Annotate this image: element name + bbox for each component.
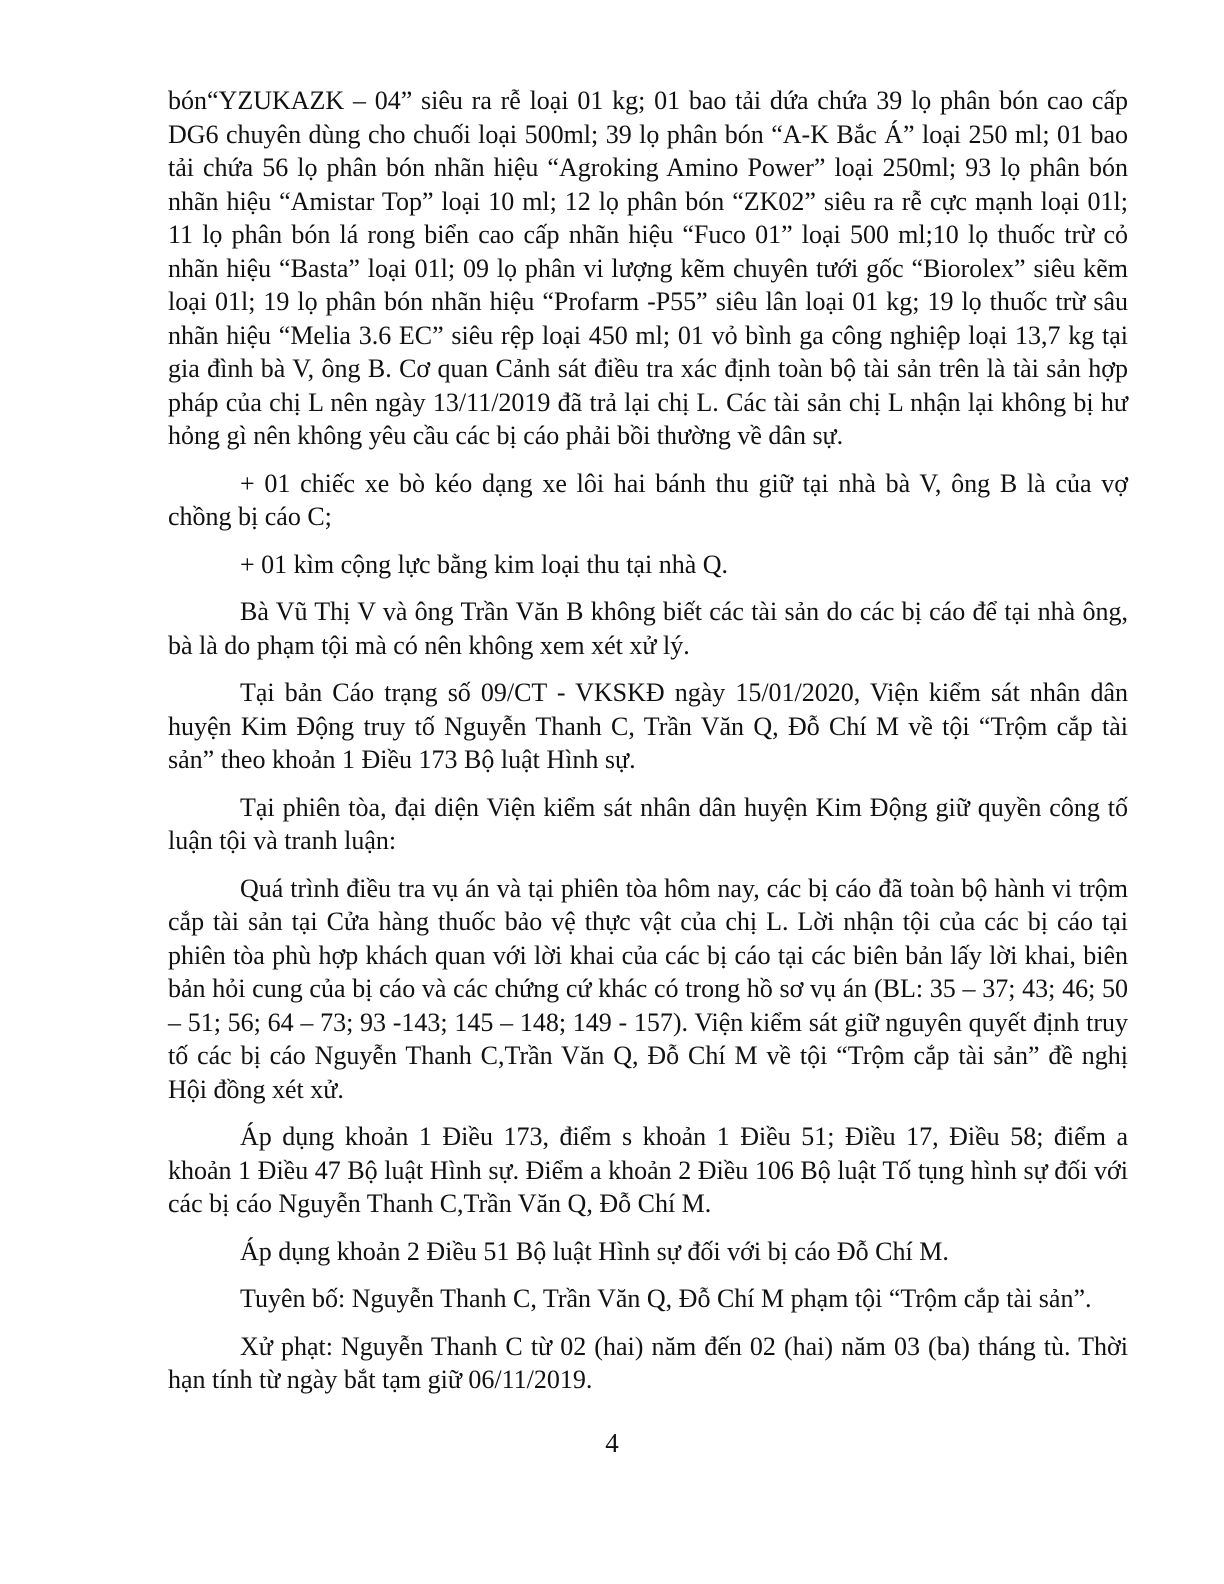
paragraph-bolt-cutter: + 01 kìm cộng lực bằng kim loại thu tại nhà Q. <box>240 549 729 579</box>
paragraph-applied-law: Áp dụng khoản 1 Điều 173, điểm s khoản 1 Điều 51; Điều 17, Điều 58; điểm a khoản 1 Điều 47 Bộ luật Hình sự. Điểm a khoản 2 Điều 106 Bộ luật Tố tụng hình sự đối với các bị cáo Nguyễn Thanh C,Trần Văn Q, Đỗ Chí M. <box>168 1122 1128 1218</box>
paragraph-seized-items: bón“YZUKAZK – 04” siêu ra rễ loại 01 kg; 01 bao tải dứa chứa 39 lọ phân bón cao cấp DG6 chuyên dùng cho chuối loại 500ml; 39 lọ phân bón “A-K Bắc Á” loại 250 ml; 01 bao tải chứa 56 lọ phân bón nhãn hiệu “Agroking Amino Power” loại 250ml; 93 lọ phân bón nhãn hiệu “Amistar Top” loại 10 ml; 12 lọ phân bón “ZK02” siêu ra rễ cực mạnh loại 01l; 11 lọ phân bón lá rong biển cao cấp nhãn hiệu “Fuco 01” loại 500 ml;10 lọ thuốc trừ cỏ nhãn hiệu “Basta” loại 01l; 09 lọ phân vi lượng kẽm chuyên tưới gốc “Biorolex” siêu kẽm loại 01l; 19 lọ phân bón nhãn hiệu “Profarm -P55” siêu lân loại 01 kg; 19 lọ thuốc trừ sâu nhãn hiệu “Melia 3.6 EC” siêu rệp loại 450 ml; 01 vỏ bình ga công nghiệp loại 13,7 kg tại gia đình bà V, ông B. Cơ quan Cảnh sát điều tra xác định toàn bộ tài sản trên là tài sản hợp pháp của chị L nên ngày 13/11/2019 đã trả lại chị L. Các tài sản chị L nhận lại không bị hư hỏng gì nên không yêu cầu các bị cáo phải bồi thường về dân sự. <box>168 86 1128 450</box>
paragraph-ox-cart: + 01 chiếc xe bò kéo dạng xe lôi hai bánh thu giữ tại nhà bà V, ông B là của vợ chồng bị cáo C; <box>168 468 1128 531</box>
document-body <box>168 84 1128 1411</box>
page-number: 4 <box>605 1428 619 1458</box>
paragraph-indictment: Tại bản Cáo trạng số 09/CT - VKSKĐ ngày 15/01/2020, Viện kiểm sát nhân dân huyện Kim Động truy tố Nguyễn Thanh C, Trần Văn Q, Đỗ Chí M về tội “Trộm cắp tài sản” theo khoản 1 Điều 173 Bộ luật Hình sự. <box>168 678 1128 774</box>
paragraph-verdict: Tuyên bố: Nguyễn Thanh C, Trần Văn Q, Đỗ Chí M phạm tội “Trộm cắp tài sản”. <box>240 1284 1092 1313</box>
paragraph-owners-unaware: Bà Vũ Thị V và ông Trần Văn B không biết các tài sản do các bị cáo để tại nhà ông, bà là do phạm tội mà có nên không xem xét xử lý. <box>168 597 1128 660</box>
paragraph-prosecutor-argument: Tại phiên tòa, đại diện Viện kiểm sát nhân dân huyện Kim Động giữ quyền công tố luận tội và tranh luận: <box>168 792 1128 855</box>
paragraph-sentence: Xử phạt: Nguyễn Thanh C từ 02 (hai) năm đến 02 (hai) năm 03 (ba) tháng tù. Thời hạn tính từ ngày bắt tạm giữ 06/11/2019. <box>168 1331 1128 1394</box>
paragraph-investigation-summary: Quá trình điều tra vụ án và tại phiên tòa hôm nay, các bị cáo đã toàn bộ hành vi trộm cắp tài sản tại Cửa hàng thuốc bảo vệ thực vật của chị L. Lời nhận tội của các bị cáo tại phiên tòa phù hợp khách quan với lời khai của các bị cáo tại các biên bản lấy lời khai, biên bản hỏi cung của bị cáo và các chứng cứ khác có trong hồ sơ vụ án (BL: 35 – 37; 43; 46; 50 – 51; 56; 64 – 73; 93 -143; 145 – 148; 149 - 157). Viện kiểm sát giữ nguyên quyết định truy tố các bị cáo Nguyễn Thanh C,Trần Văn Q, Đỗ Chí M về tội “Trộm cắp tài sản” đề nghị Hội đồng xét xử. <box>168 873 1128 1104</box>
paragraph-applied-law-m: Áp dụng khoản 2 Điều 51 Bộ luật Hình sự đối với bị cáo Đỗ Chí M. <box>240 1236 949 1266</box>
